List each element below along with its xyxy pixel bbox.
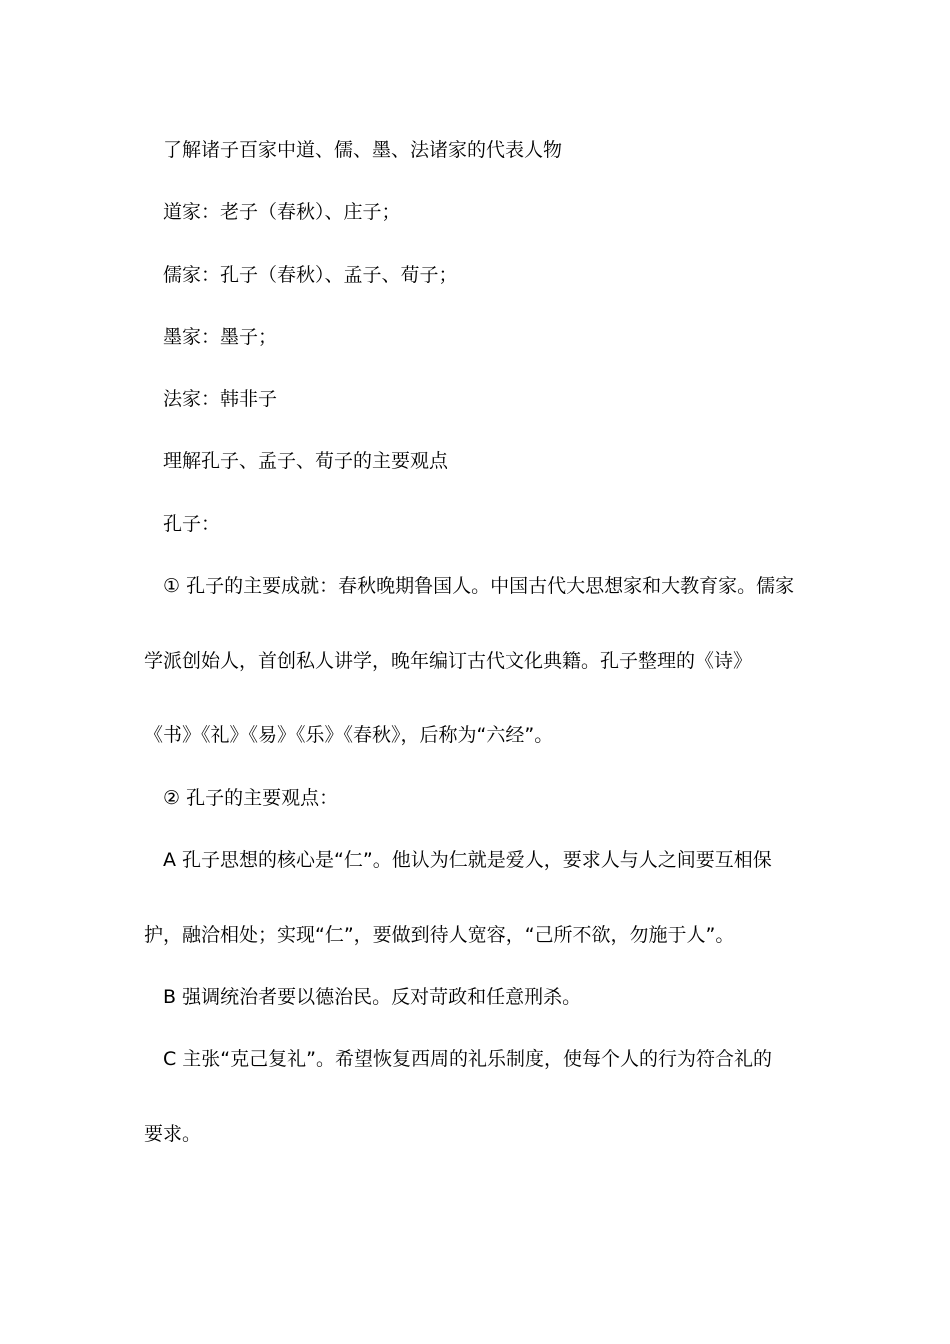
mohism-line: 墨家：墨子；: [163, 326, 278, 348]
view-a-line-1: A 孔子思想的核心是“仁”。他认为仁就是爱人，要求人与人之间要互相保: [163, 849, 772, 871]
confucianism-line: 儒家：孔子（春秋）、孟子、荀子；: [163, 264, 458, 286]
section-heading-schools: 了解诸子百家中道、儒、墨、法诸家的代表人物: [163, 139, 563, 161]
view-c-line-2: 要求。: [144, 1123, 202, 1145]
view-a-line-2: 护，融洽相处；实现“仁”，要做到待人宽容，“己所不欲，勿施于人”。: [144, 924, 735, 946]
views-heading: ② 孔子的主要观点：: [163, 787, 339, 809]
section-heading-views: 理解孔子、孟子、荀子的主要观点: [163, 450, 449, 472]
legalism-line: 法家：韩非子: [163, 388, 278, 410]
confucius-heading: 孔子：: [163, 513, 221, 535]
achievements-paragraph-line-3: 《书》《礼》《易》《乐》《春秋》，后称为“六经”。: [144, 724, 554, 746]
view-c-line-1: C 主张“克己复礼”。希望恢复西周的礼乐制度，使每个人的行为符合礼的: [163, 1048, 772, 1070]
achievements-paragraph-line-1: ① 孔子的主要成就：春秋晚期鲁国人。中国古代大思想家和大教育家。儒家: [163, 575, 795, 597]
achievements-paragraph-line-2: 学派创始人，首创私人讲学，晚年编订古代文化典籍。孔子整理的《诗》: [144, 650, 753, 672]
daoism-line: 道家：老子（春秋）、庄子；: [163, 201, 401, 223]
view-b-line: B 强调统治者要以德治民。反对苛政和任意刑杀。: [163, 986, 582, 1008]
